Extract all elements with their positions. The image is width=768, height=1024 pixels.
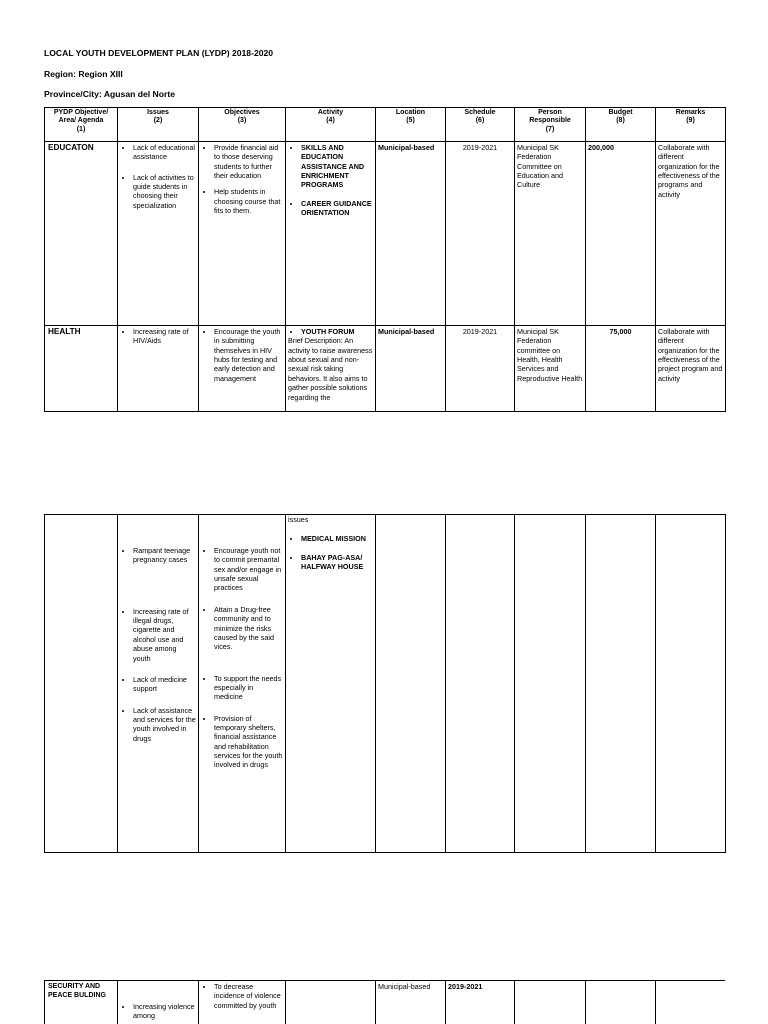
col-header: Issues (2)	[118, 108, 199, 142]
area-cell: SECURITY AND PEACE BULDING	[45, 981, 118, 1024]
remarks-cell: Collaborate with different organization for the effectiveness of the project program and activity	[656, 326, 726, 412]
document-title: LOCAL YOUTH DEVELOPMENT PLAN (LYDP) 2018-2020	[44, 48, 274, 58]
list-item: • Lack of activities to guide students in choosing their specialization	[133, 173, 196, 210]
list-item: • BAHAY PAG-ASA/ HALFWAY HOUSE	[301, 553, 373, 572]
table-row	[45, 981, 726, 1024]
budget-cell	[586, 515, 656, 853]
schedule-cell: 2019-2021	[446, 142, 515, 326]
plan-table	[44, 107, 726, 412]
budget-cell: 200,000	[586, 142, 656, 326]
table-row	[45, 515, 726, 853]
list-item: • Provide financial aid to those deserving students to further their education	[214, 143, 283, 180]
cropped-table-wrapper	[44, 980, 725, 1024]
list-item: • Help students in choosing course that fits to them.	[214, 187, 283, 215]
person-cell: Municipal SK Federation Committee on Education and Culture	[515, 142, 586, 326]
list-item: • Lack of assistance and services for the youth involved in drugs	[133, 706, 196, 743]
list-item: • Lack of medicine support	[133, 675, 196, 694]
location-cell: Municipal-based	[376, 142, 446, 326]
province-line: Province/City: Agusan del Norte	[44, 89, 175, 99]
list-item: • Encourage youth not to commit premarital sex and/or engage in unsafe sexual practices	[214, 546, 283, 593]
list-item: • SKILLS AND EDUCATION ASSISTANCE AND ENRICHMENT PROGRAMS	[301, 143, 373, 190]
col-header: PYDP Objective/ Area/ Agenda (1)	[45, 108, 118, 142]
list-item: • Rampant teenage pregnancy cases	[133, 546, 196, 565]
list-item: • Increasing rate of illegal drugs, cigarette and alcohol use and abuse among youth	[133, 607, 196, 663]
list-item: • Attain a Drug-free community and to minimize the risks caused by the said vices.	[214, 605, 283, 652]
schedule-cell	[446, 515, 515, 853]
list-item: • Lack of educational assistance	[133, 143, 196, 162]
col-header: Budget (8)	[586, 108, 656, 142]
objectives-cell	[199, 326, 286, 412]
area-cell: EDUCATON	[45, 142, 118, 326]
activity-cell	[286, 326, 376, 412]
list-item: • Provision of temporary shelters, financial assistance and rehabilitation services for the youth involved in drugs	[214, 714, 283, 770]
remarks-cell	[656, 981, 726, 1024]
location-cell: Municipal-based	[376, 326, 446, 412]
list-item: • To decrease incidence of violence committed by youth	[214, 982, 283, 1010]
list-item: • YOUTH FORUM	[301, 327, 373, 336]
list-item: • MEDICAL MISSION	[301, 534, 373, 543]
person-cell	[515, 515, 586, 853]
table-row	[45, 326, 726, 412]
col-header: Activity (4)	[286, 108, 376, 142]
objectives-cell	[199, 142, 286, 326]
list-item: • CAREER GUIDANCE ORIENTATION	[301, 199, 373, 218]
activity-cell	[286, 981, 376, 1024]
header-row	[45, 108, 726, 142]
list-item: • Encourage the youth in submitting themselves in HIV hubs for testing and early detection and management	[214, 327, 283, 383]
activity-description-tail: issues	[288, 515, 309, 524]
issues-cell	[118, 326, 199, 412]
schedule-cell: 2019-2021	[446, 981, 515, 1024]
remarks-cell	[656, 515, 726, 853]
list-item: • Increasing violence among	[133, 1002, 196, 1021]
activity-cell	[286, 142, 376, 326]
continuation-table	[44, 514, 726, 853]
budget-cell: 75,000	[586, 326, 656, 412]
location-cell: Municipal-based	[376, 981, 446, 1024]
col-header: Location (5)	[376, 108, 446, 142]
person-cell	[515, 981, 586, 1024]
col-header: Remarks (9)	[656, 108, 726, 142]
area-cell: HEALTH	[45, 326, 118, 412]
col-header: Person Responsible (7)	[515, 108, 586, 142]
activity-cell	[286, 515, 376, 853]
objectives-cell	[199, 981, 286, 1024]
security-table	[44, 980, 725, 1024]
col-header: Schedule (6)	[446, 108, 515, 142]
budget-cell	[586, 981, 656, 1024]
col-header: Objectives (3)	[199, 108, 286, 142]
region-line: Region: Region XIII	[44, 69, 123, 79]
area-cell	[45, 515, 118, 853]
person-cell: Municipal SK Federation committee on Health, Health Services and Reproductive Health	[515, 326, 586, 412]
issues-cell	[118, 515, 199, 853]
list-item: • Increasing rate of HIV/Aids	[133, 327, 196, 346]
list-item: • To support the needs especially in medicine	[214, 674, 283, 702]
issues-cell	[118, 981, 199, 1024]
table-row	[45, 142, 726, 326]
schedule-cell: 2019-2021	[446, 326, 515, 412]
activity-description: Brief Description: An activity to raise awareness about sexual and non-sexual risk taking behaviors. It also aims to gather possible solutions regarding the	[288, 336, 373, 402]
issues-cell	[118, 142, 199, 326]
objectives-cell	[199, 515, 286, 853]
remarks-cell: Collaborate with different organization for the effectiveness of the programs and activity	[656, 142, 726, 326]
location-cell	[376, 515, 446, 853]
